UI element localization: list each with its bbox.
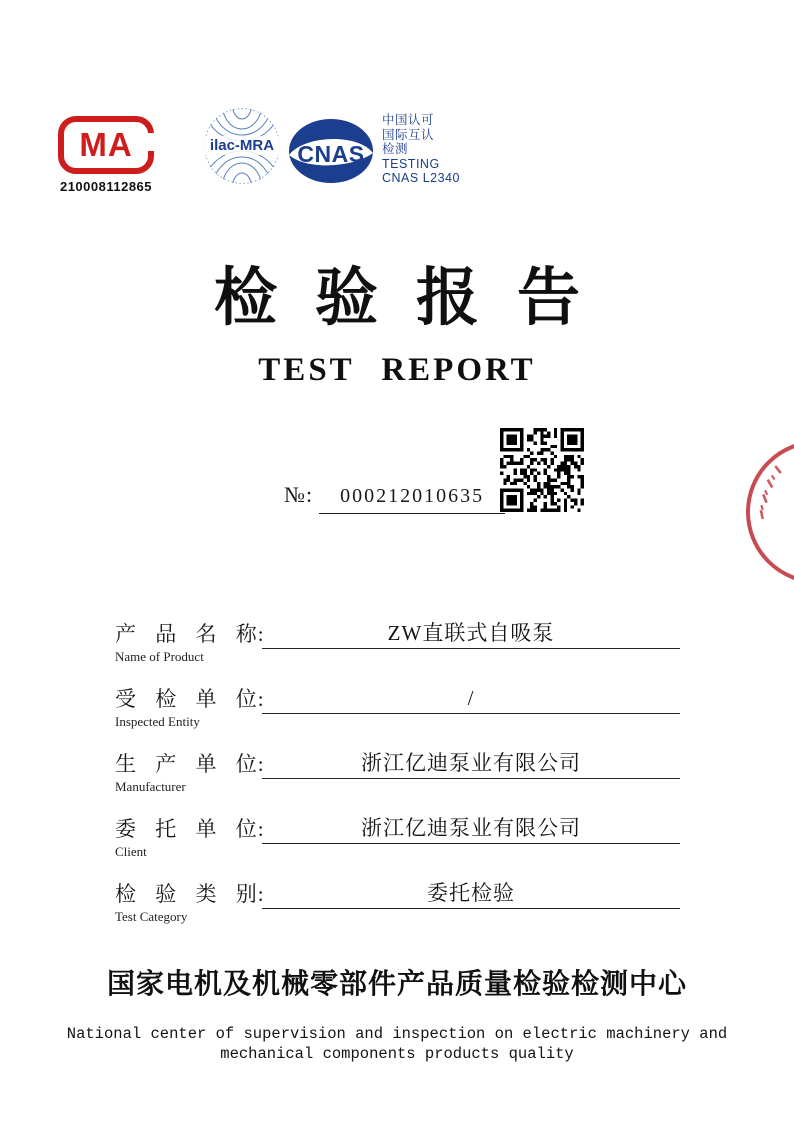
field-label-en: Client bbox=[115, 844, 147, 859]
field-row-inspected-entity bbox=[115, 686, 685, 751]
field-label-en: Manufacturer bbox=[115, 779, 186, 794]
report-number-row bbox=[284, 482, 505, 514]
field-value: ZW直联式自吸泵 bbox=[262, 621, 680, 649]
field-value: / bbox=[262, 686, 680, 714]
cnas-line: TESTING bbox=[382, 156, 440, 171]
cma-logo bbox=[58, 116, 154, 194]
field-label-cn: 产 品 名 称: bbox=[115, 622, 265, 646]
report-title-chinese: 检验报告 bbox=[214, 263, 618, 333]
cnas-line: 国际互认 bbox=[382, 127, 435, 142]
report-title-english: TEST REPORT bbox=[258, 352, 536, 388]
cma-certificate-number: 210008112865 bbox=[59, 179, 153, 194]
cnas-line: CNAS L2340 bbox=[382, 171, 460, 185]
report-number-prefix: №: bbox=[284, 482, 314, 507]
cnas-line: 中国认可 bbox=[382, 113, 435, 127]
organization-name-english-line2: mechanical components products quality bbox=[220, 1045, 574, 1063]
field-label-en: Inspected Entity bbox=[115, 714, 200, 729]
svg-text:CNAS: CNAS bbox=[297, 141, 365, 167]
organization-name-chinese: 国家电机及机械零部件产品质量检验检测中心 bbox=[106, 969, 687, 1000]
field-row-product-name bbox=[115, 621, 685, 686]
field-label-cn: 受 检 单 位: bbox=[115, 687, 265, 711]
qr-code bbox=[500, 428, 584, 512]
cnas-globe-icon bbox=[288, 117, 374, 185]
field-label-en: Name of Product bbox=[115, 649, 204, 664]
field-row-client bbox=[115, 816, 685, 881]
field-label-en: Test Category bbox=[115, 909, 188, 924]
cma-letters: MA bbox=[79, 126, 133, 163]
field-label-cn: 生 产 单 位: bbox=[115, 752, 265, 776]
ilac-mra-label: ilac-MRA bbox=[203, 136, 281, 155]
ilac-mra-logo bbox=[203, 107, 281, 185]
cnas-line: 检测 bbox=[382, 142, 409, 156]
report-fields bbox=[115, 621, 685, 946]
report-number-value: 000212010635 bbox=[319, 485, 505, 514]
field-label-cn: 检 验 类 别: bbox=[115, 882, 265, 906]
field-value: 浙江亿迪泵业有限公司 bbox=[262, 816, 680, 844]
red-seal bbox=[736, 436, 794, 606]
field-value: 浙江亿迪泵业有限公司 bbox=[262, 751, 680, 779]
organization-name-english bbox=[0, 1024, 794, 1064]
field-row-test-category bbox=[115, 881, 685, 946]
cnas-accreditation-text bbox=[382, 113, 472, 186]
organization-name-english-line1: National center of supervision and inspection on electric machinery and bbox=[66, 1025, 728, 1043]
field-row-manufacturer bbox=[115, 751, 685, 816]
field-label-cn: 委 托 单 位: bbox=[115, 817, 265, 841]
cma-frame-icon bbox=[58, 116, 154, 174]
cnas-logo bbox=[288, 117, 374, 185]
field-value: 委托检验 bbox=[262, 881, 680, 909]
